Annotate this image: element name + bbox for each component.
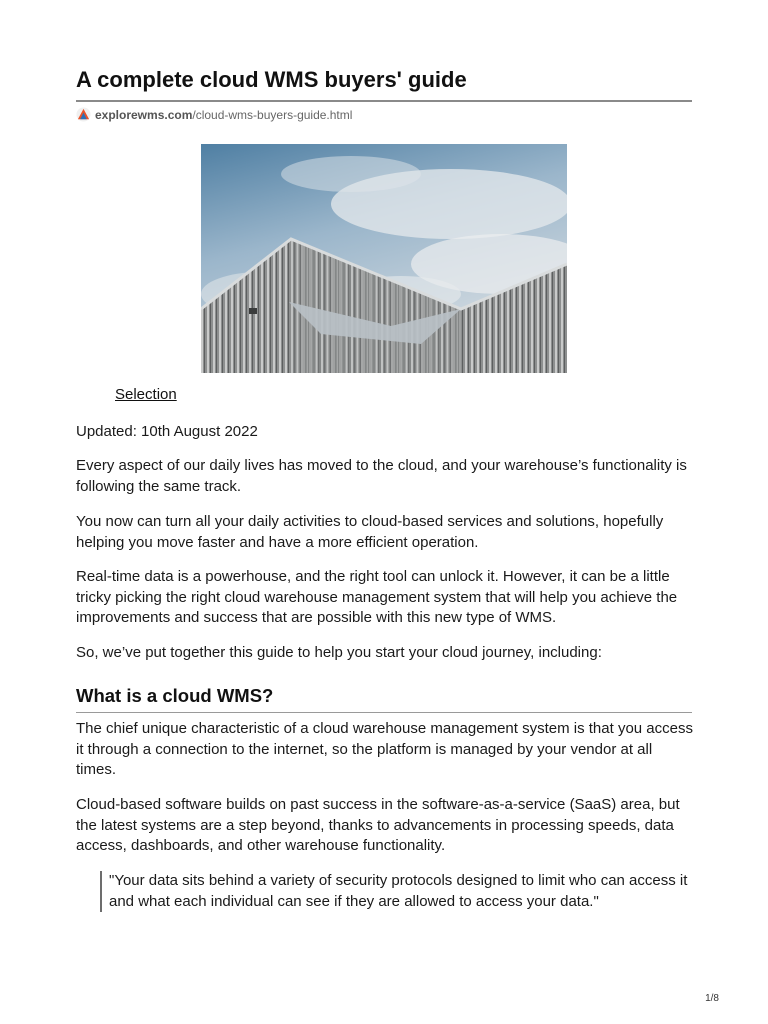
paragraph: Every aspect of our daily lives has moved to the cloud, and your warehouse’s functionality is following the same track. [76,457,687,495]
warehouse-roof-photo [201,144,567,373]
image-caption-link[interactable]: Selection [115,386,177,403]
section-heading: What is a cloud WMS? [76,684,692,713]
article-title: A complete cloud WMS buyers' guide [76,66,692,102]
paragraph: Cloud-based software builds on past success in the software-as-a-service (SaaS) area, but the latest systems are a step beyond, thanks to advancements in processing speeds, data access, dashboards, and other warehouse functionality. [76,796,680,854]
source-link[interactable] [76,107,352,122]
paragraph: You now can turn all your daily activities to cloud-based services and solutions, hopefully helping you move faster and have a more efficient operation. [76,513,664,551]
source-domain: explorewms.com [95,107,193,122]
page-number: 1/8 [705,993,719,1004]
paragraph: Real-time data is a powerhouse, and the right tool can unlock it. However, it can be a little tricky picking the right cloud warehouse management system that will help you achieve the improvements and success that are possible with this new type of WMS. [76,568,678,626]
blockquote: "Your data sits behind a variety of security protocols designed to limit who can access it and what each individual can see if they are allowed to access your data." [100,871,705,912]
updated-date: Updated: 10th August 2022 [76,423,258,440]
explorewms-logo-icon [76,107,91,122]
paragraph: So, we’ve put together this guide to help you start your cloud journey, including: [76,644,602,661]
source-path: /cloud-wms-buyers-guide.html [192,107,353,122]
paragraph: The chief unique characteristic of a cloud warehouse management system is that you access it through a connection to the internet, so the platform is managed by your vendor at all times. [76,720,693,778]
